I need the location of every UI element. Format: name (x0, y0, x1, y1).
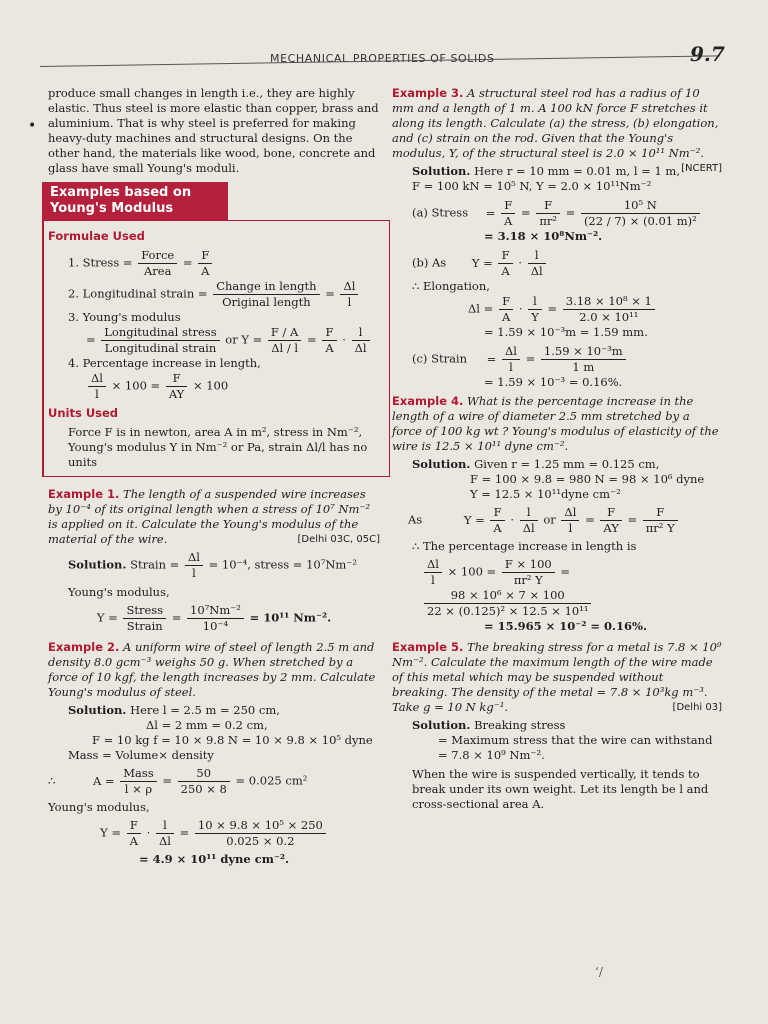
example-4-formula: As Y = $\frac{F}{A}$ · $\frac{l}{\Delta l}$ or $\frac{\Delta l}{l}$ = $\frac{F}{AY}$ = $\frac{F}{\text{πr² Y}}$ (408, 505, 722, 536)
example-4-solution: Solution. Given r = 1.25 mm = 0.125 cm, (412, 457, 660, 471)
example-5-max-stress: = Maximum stress that the wire can withstand (438, 733, 713, 747)
formula-strain: 2. Longitudinal strain = $\frac{\text{Change in length}}{\text{Original length}}$ = $\frac{\Delta l}{l}$ (48, 279, 383, 310)
example-3-source: [NCERT] (681, 163, 722, 174)
example-2: Example 2. A uniform wire of steel of length 2.5 m and density 8.0 gcm⁻³ weighs 50 g. When stretched by a force of 10 kgf, the length increases by 2 mm. Calculate Young's modulus of steel. (48, 640, 376, 699)
intro-paragraph: produce small changes in length i.e., they are highly elastic. Thus steel is more elastic than copper, brass and aluminium. That is why steel is preferred for making heavy-duty machines and structural designs. On the other hand, the materials like wood, bone, concrete and glass have small Young's moduli. (48, 86, 379, 175)
example-3-elongation-label: ∴ Elongation, (412, 279, 490, 293)
formulae-box (42, 220, 390, 477)
right-column (392, 86, 722, 815)
example-4-force: F = 100 × 9.8 = 980 N = 98 × 10⁶ dyne (470, 472, 705, 486)
example-3-strain: (c) Strain = $\frac{\Delta l}{l}$ = $\frac{\text{1.59 × 10⁻³m}}{1 m}$ (412, 344, 722, 375)
formula-percentage-label: 4. Percentage increase in length, (68, 356, 261, 370)
example-2-delta-l: Δl = 2 mm = 0.2 cm, (146, 718, 268, 732)
example-3: Example 3. A structural steel rod has a radius of 10 mm and a length of 1 m. A 100 kN force F stretches it along its length. Calculate (a) the stress, (b) elongation, and (c) strain on the rod. Given that the Young's modulus, Y, of the structural steel is 2.0 × 10¹¹ Nm⁻². [NCERT] (392, 86, 722, 174)
example-2-solution: Solution. Here l = 2.5 m = 250 cm, (68, 703, 280, 717)
example-2-ym-formula: Y = $\frac{F}{A}$ · $\frac{l}{\Delta l}$ = $\frac{\text{10 × 9.8 × 10⁵ × 250}}{0.025 \times 0.2}$ (48, 818, 380, 849)
example-1-ym-formula: Y = $\frac{\text{Stress}}{\text{Strain}}$ = $\frac{\text{10⁷Nm⁻²}}{\text{10⁻⁴}}$ = 10¹¹ Nm⁻². (96, 603, 332, 633)
section-banner: Examples based on Young's Modulus (42, 182, 228, 220)
example-4-heading: Example 4. (392, 394, 464, 408)
example-5-source: [Delhi 03] (672, 702, 722, 713)
example-2-heading: Example 2. (48, 640, 120, 654)
example-1-ym-label: Young's modulus, (68, 585, 170, 599)
example-3-elongation-calc: Δl = $\frac{F}{A}$ · $\frac{l}{Y}$ = $\frac{\text{3.18 × 10⁸ × 1}}{\text{2.0 × 10¹¹}}$ (392, 294, 722, 325)
example-2-force: F = 10 kg f = 10 × 9.8 N = 10 × 9.8 × 10⁵ dyne (92, 733, 373, 747)
example-4: Example 4. What is the percentage increase in the length of a wire of diameter 2.5 mm stretched by a force of 100 kg wt ? Young's modulus of elasticity of the wire is 12.5 × 10¹¹ dyne cm⁻². (392, 394, 719, 453)
units-text: Force F is in newton, area A in m², stress in Nm⁻², Young's modulus Y in Nm⁻² or Pa, strain Δl/l has no units (68, 425, 368, 469)
example-4-result: = 15.965 × 10⁻² = 0.16%. (484, 619, 647, 633)
example-3-heading: Example 3. (392, 86, 464, 100)
units-title: Units Used (48, 406, 119, 420)
example-5-text: When the wire is suspended vertically, it tends to break under its own weight. Let its length be l and cross-sectional area A. (412, 767, 709, 811)
example-1-source: [Delhi 03C, 05C] (297, 534, 380, 545)
margin-dot: • (28, 118, 37, 134)
example-5: Example 5. The breaking stress for a metal is 7.8 × 10⁹ Nm⁻². Calculate the maximum length of the wire made of this metal which may be suspended without breaking. The density of the metal = 7.8 × 10³kg m⁻³. Take g = 10 N kg⁻¹. [Delhi 03] (392, 640, 722, 714)
pencil-mark: ʻ/ (595, 965, 603, 979)
formula-young-label: 3. Young's modulus (68, 310, 181, 324)
example-2-mass: Mass = Volume× density (68, 748, 214, 762)
formula-percentage: $\frac{\Delta l}{l}$ × 100 = $\frac{F}{AY}$ × 100 (48, 371, 383, 402)
example-5-solution: Solution. Breaking stress (412, 718, 566, 732)
example-3-stress: (a) Stress = $\frac{F}{A}$ = $\frac{F}{\text{πr²}}$ = $\frac{\text{10⁵ N}}{\text{(22 / 7) × (0.01 m)²}}$ (412, 198, 722, 229)
example-1: Example 1. The length of a suspended wire increases by 10⁻⁴ of its original length when a stress of 10⁷ Nm⁻² is applied on it. Calculate the Young's modulus of the material of the wire. [Delhi 03C, 05C] (48, 487, 380, 546)
formula-stress: 1. Stress = $\frac{\text{Force}}{\text{Area}}$ = $\frac{F}{A}$ (48, 248, 383, 279)
left-column (48, 86, 380, 870)
example-2-result: = 4.9 × 10¹¹ dyne cm⁻². (138, 852, 290, 866)
example-5-heading: Example 5. (392, 640, 464, 654)
example-5-value: = 7.8 × 10⁹ Nm⁻². (438, 748, 545, 762)
example-4-pct-formula: $\frac{\Delta l}{l}$ × 100 = $\frac{F \times 100}{\text{πr² Y}}$ = $\frac{\text{98 × 10⁶ × 7 × 100}}{\text{22 × (0.125)² × 12.5 × 10¹¹}}$ (392, 557, 722, 619)
example-1-solution: Solution. Strain = $\frac{\Delta l}{l}$ = 10⁻⁴, stress = 10⁷Nm⁻² (68, 550, 357, 580)
example-3-given: F = 100 kN = 10⁵ N, Y = 2.0 × 10¹¹Nm⁻² (412, 179, 652, 193)
example-3-stress-result: = 3.18 × 10⁸Nm⁻². (484, 229, 603, 243)
example-3-strain-result: = 1.59 × 10⁻³ = 0.16%. (484, 375, 623, 389)
page-number: 9.7 (690, 42, 725, 66)
example-3-elongation-formula: (b) As Y = $\frac{F}{A}$ · $\frac{l}{\Delta l}$ (412, 248, 722, 279)
example-4-young: Y = 12.5 × 10¹¹dyne cm⁻² (470, 487, 621, 501)
example-1-heading: Example 1. (48, 487, 120, 501)
formula-young: = $\frac{\text{Longitudinal stress}}{\text{Longitudinal strain}}$ or Y = $\frac{F / A}{\Delta l / l}$ = $\frac{F}{A}$ · $\frac{l}{\Delta l}$ (48, 325, 383, 356)
example-2-ym-label: Young's modulus, (48, 800, 150, 814)
example-3-solution: Solution. Here r = 10 mm = 0.01 m, l = 1 m, (412, 164, 680, 178)
formulae-title: Formulae Used (48, 229, 145, 243)
example-3-elongation-result: = 1.59 × 10⁻³m = 1.59 mm. (484, 325, 648, 339)
running-header: MECHANICAL PROPERTIES OF SOLIDS (270, 52, 495, 65)
example-2-area: ∴ A = $\frac{\text{Mass}}{l \times \rho}$ = $\frac{50}{250 \times 8}$ = 0.025 cm² (48, 766, 308, 796)
example-4-pct-label: ∴ The percentage increase in length is (412, 539, 637, 553)
